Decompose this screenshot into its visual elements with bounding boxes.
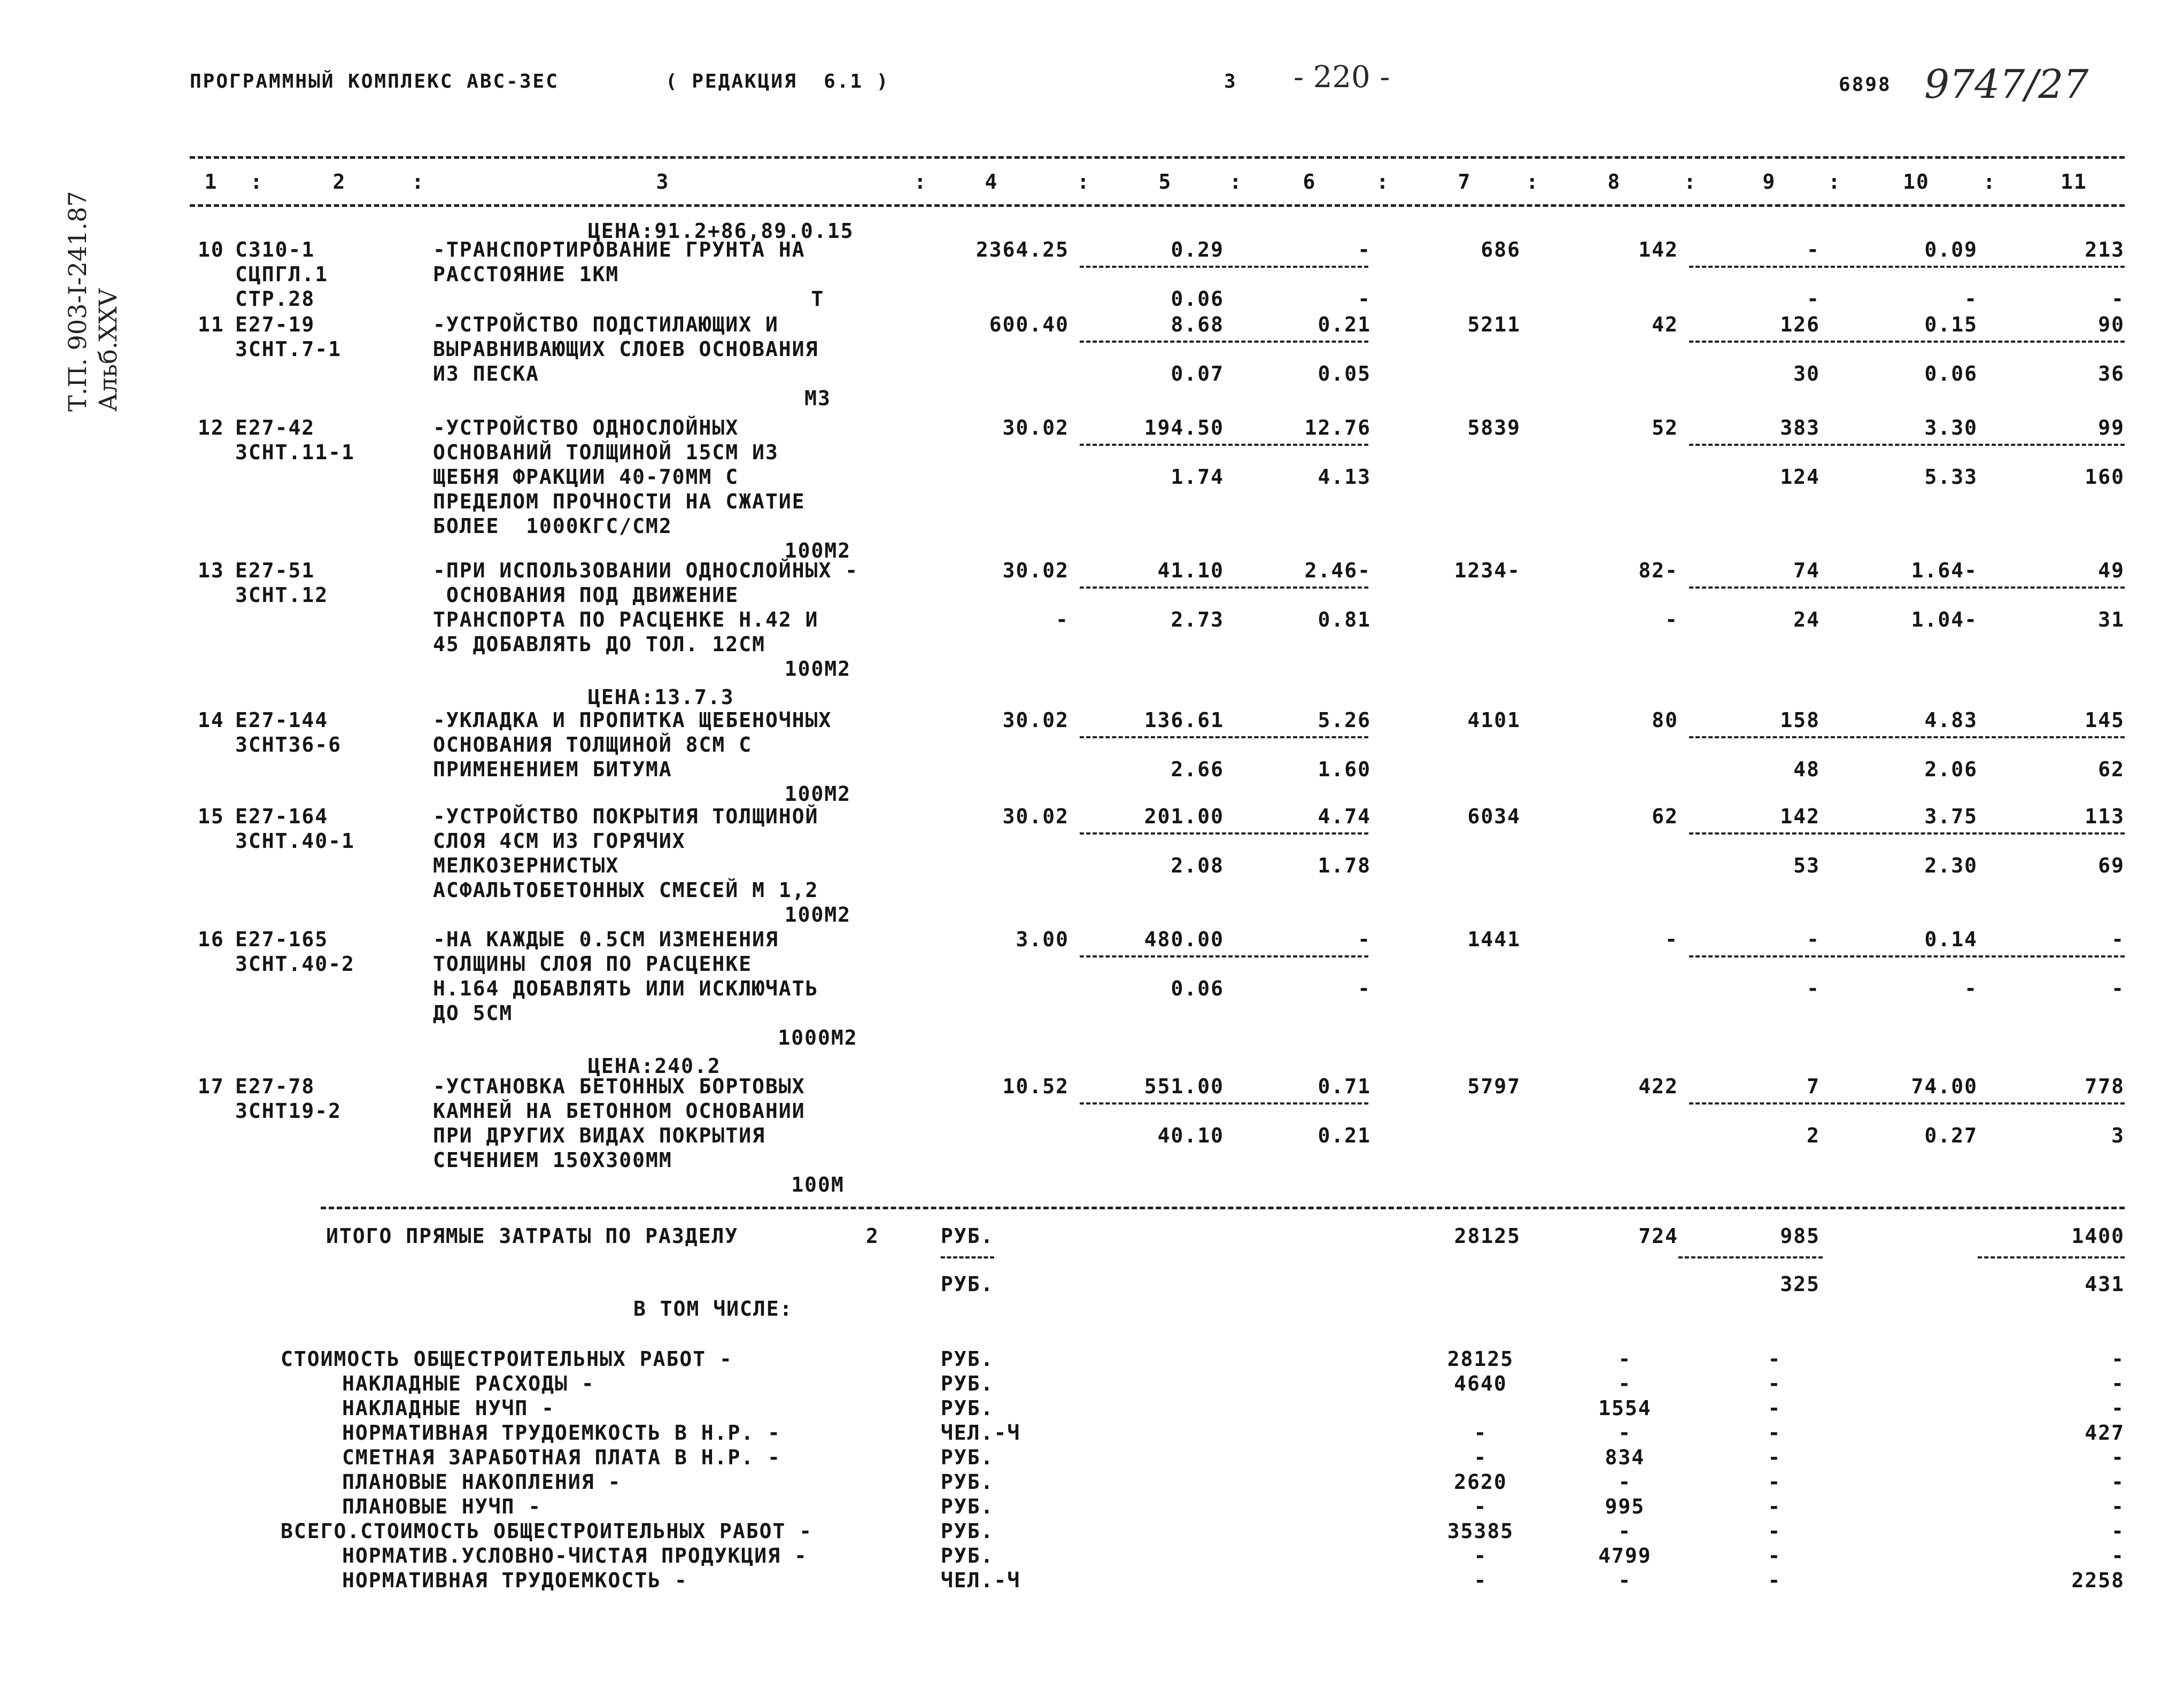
total-wages: 42: [1652, 313, 1678, 336]
summary-label: СМЕТНАЯ ЗАРАБОТНАЯ ПЛАТА В Н.Р. -: [342, 1446, 781, 1469]
cell-divider: [1080, 266, 1368, 268]
col9-top: -: [1807, 928, 1820, 951]
unit-of-measure: 100М2: [784, 539, 851, 562]
unit-cost-total: 194.50: [1144, 416, 1224, 439]
column-separator: :: [1828, 170, 1841, 194]
summary-unit: ЧЕЛ.-Ч: [941, 1421, 1021, 1445]
summary-cost: -: [1474, 1421, 1488, 1445]
row-number: 11: [198, 313, 224, 336]
summary-col9: -: [1768, 1446, 1782, 1469]
totals-col11-top: 1400: [2071, 1224, 2125, 1248]
summary-unit: РУБ.: [941, 1446, 994, 1469]
summary-label: НАКЛАДНЫЕ НУЧП -: [342, 1396, 555, 1420]
summary-col9: -: [1768, 1495, 1782, 1518]
col11-top: 49: [2098, 559, 2125, 582]
quantity: 30.02: [1002, 805, 1069, 828]
total-cost: 5211: [1467, 313, 1521, 336]
cell-divider: [1080, 955, 1368, 957]
rate-code: Е27-78: [235, 1075, 315, 1098]
work-description: ОСНОВАНИЙ ТОЛЩИНОЙ 15СМ ИЗ: [433, 441, 779, 464]
col10-top: 74.00: [1911, 1075, 1978, 1098]
summary-col9: -: [1768, 1569, 1782, 1592]
summary-col9: -: [1768, 1372, 1782, 1395]
col10-bottom: 2.06: [1924, 758, 1978, 781]
summary-col9: -: [1768, 1421, 1782, 1445]
col10-bottom: 0.06: [1924, 362, 1978, 385]
column-header-10: 10: [1903, 170, 1930, 194]
cell-divider: [1689, 586, 2125, 589]
work-description: ПРЕДЕЛОМ ПРОЧНОСТИ НА СЖАТИЕ: [433, 490, 806, 513]
work-description: БОЛЕЕ 1000КГС/СМ2: [433, 514, 672, 538]
work-description: ОСНОВАНИЯ ПОД ДВИЖЕНИЕ: [433, 583, 739, 607]
col9-bottom: 124: [1780, 465, 1820, 489]
summary-wages: -: [1618, 1421, 1632, 1445]
unit-cost-total: 136.61: [1144, 708, 1224, 732]
work-description: ДО 5СМ: [433, 1001, 513, 1025]
cell-divider: [1689, 444, 2125, 446]
column-header-9: 9: [1762, 170, 1776, 194]
cell-divider: [1689, 832, 2125, 835]
row-number: 17: [198, 1075, 224, 1098]
totals-col9-bottom: 325: [1780, 1272, 1820, 1296]
sheet-number: 3: [1224, 71, 1237, 92]
work-description: СЕЧЕНИЕМ 150Х300ММ: [433, 1148, 672, 1172]
row-number: 15: [198, 805, 224, 828]
total-cost: 4101: [1467, 708, 1521, 732]
column-header-4: 4: [985, 170, 998, 194]
total-cost: 1441: [1467, 928, 1521, 951]
rate-code: Е27-19: [235, 313, 315, 336]
totals-unit-divider: [941, 1256, 994, 1258]
unit-cost-machinist-wages: 0.81: [1318, 608, 1371, 631]
column-header-6: 6: [1303, 170, 1316, 194]
col11-bottom: 160: [2085, 465, 2125, 489]
col10-bottom: 0.27: [1924, 1124, 1978, 1147]
unit-of-measure: 100М2: [784, 657, 851, 681]
summary-col11: -: [2111, 1495, 2125, 1518]
rate-code: С310-1: [235, 238, 315, 261]
column-separator: :: [1376, 170, 1390, 194]
unit-of-measure: М3: [804, 387, 831, 410]
summary-col11: -: [2111, 1347, 2125, 1371]
price-note: ЦЕНА:91.2+86,89.0.15: [588, 219, 854, 243]
quantity: 3.00: [1016, 928, 1069, 951]
summary-col9: -: [1768, 1544, 1782, 1567]
summary-col9: -: [1768, 1347, 1782, 1371]
row-number: 14: [198, 708, 224, 732]
cell-divider: [1689, 266, 2125, 268]
unit-cost-wages: 0.07: [1171, 362, 1224, 385]
work-description: ИЗ ПЕСКА: [433, 362, 540, 385]
rate-code: ЗСНТ19-2: [235, 1099, 342, 1123]
unit-cost-total: 8.68: [1171, 313, 1224, 336]
summary-cost: -: [1474, 1495, 1488, 1518]
col11-bottom: 3: [2111, 1124, 2125, 1147]
col9-bottom: 2: [1807, 1124, 1820, 1147]
column-separator: :: [1229, 170, 1243, 194]
unit-cost-machinery: 2.46-: [1304, 559, 1371, 582]
col9-bottom: -: [1807, 287, 1820, 311]
col11-bottom: 62: [2098, 758, 2125, 781]
cell-divider: [1080, 832, 1368, 835]
rate-code: Е27-144: [235, 708, 329, 732]
quantity-secondary: -: [1056, 608, 1069, 631]
unit-cost-machinist-wages: 0.21: [1318, 1124, 1371, 1147]
unit-cost-machinery: 12.76: [1304, 416, 1371, 439]
totals-cost: 28125: [1454, 1224, 1521, 1248]
summary-label: ПЛАНОВЫЕ НАКОПЛЕНИЯ -: [342, 1470, 622, 1494]
summary-col11: 2258: [2071, 1569, 2125, 1592]
rate-code: Е27-165: [235, 928, 329, 951]
col11-bottom: -: [2111, 977, 2125, 1000]
work-description: АСФАЛЬТОБЕТОННЫХ СМЕСЕЙ М 1,2: [433, 878, 819, 902]
unit-of-measure: Т: [811, 287, 825, 311]
column-header-8: 8: [1607, 170, 1621, 194]
summary-label: СТОИМОСТЬ ОБЩЕСТРОИТЕЛЬНЫХ РАБОТ -: [281, 1347, 733, 1371]
column-header-3: 3: [656, 170, 670, 194]
total-wages: -: [1665, 928, 1678, 951]
unit-cost-wages: 2.73: [1171, 608, 1224, 631]
summary-wages: -: [1618, 1347, 1632, 1371]
unit-cost-wages: 0.06: [1171, 977, 1224, 1000]
row-number: 10: [198, 238, 224, 261]
column-separator: :: [1983, 170, 1996, 194]
total-wages: 52: [1652, 416, 1678, 439]
col10-top: 3.75: [1924, 805, 1978, 828]
totals-rule: [321, 1207, 2125, 1209]
col11-top: 113: [2085, 805, 2125, 828]
summary-unit: ЧЕЛ.-Ч: [941, 1569, 1021, 1592]
summary-col11: -: [2111, 1519, 2125, 1543]
col11-top: 778: [2085, 1075, 2125, 1098]
cell-divider: [1080, 1102, 1368, 1105]
col10-top: 3.30: [1924, 416, 1978, 439]
column-header-7: 7: [1458, 170, 1472, 194]
rate-code: ЗСНТ.11-1: [235, 441, 355, 464]
summary-wages: 995: [1605, 1495, 1645, 1518]
col9-top: 74: [1793, 559, 1820, 582]
work-description: -УСТРОЙСТВО ПОДСТИЛАЮЩИХ И: [433, 313, 779, 336]
cell-divider: [1689, 1102, 2125, 1105]
header-rule-top: [190, 156, 2125, 159]
col10-bottom: -: [1964, 287, 1978, 311]
price-note: ЦЕНА:240.2: [588, 1054, 721, 1078]
work-description: -УКЛАДКА И ПРОПИТКА ЩЕБЕНОЧНЫХ: [433, 708, 832, 732]
totals-divider: [1978, 1256, 2125, 1258]
work-description: -УСТАНОВКА БЕТОННЫХ БОРТОВЫХ: [433, 1075, 806, 1098]
unit-cost-wages: 2.66: [1171, 758, 1224, 781]
unit-cost-wages: 40.10: [1157, 1124, 1224, 1147]
quantity: 30.02: [1002, 416, 1069, 439]
unit-of-measure: 1000М2: [778, 1026, 858, 1049]
row-number: 16: [198, 928, 224, 951]
quantity: 10.52: [1002, 1075, 1069, 1098]
col10-top: 0.14: [1924, 928, 1978, 951]
col9-bottom: -: [1807, 977, 1820, 1000]
col10-bottom: 5.33: [1924, 465, 1978, 489]
summary-label: ПЛАНОВЫЕ НУЧП -: [342, 1495, 542, 1518]
unit-cost-wages: 0.06: [1171, 287, 1224, 311]
total-cost: 1234-: [1454, 559, 1521, 582]
summary-unit: РУБ.: [941, 1347, 994, 1371]
edition-label: ( РЕДАКЦИЯ 6.1 ): [665, 71, 890, 92]
col10-top: 4.83: [1924, 708, 1978, 732]
work-description: ПРИМЕНЕНИЕМ БИТУМА: [433, 758, 672, 781]
summary-wages: -: [1618, 1470, 1632, 1494]
unit-cost-machinist-wages: -: [1358, 287, 1371, 311]
quantity: 600.40: [989, 313, 1069, 336]
col11-top: -: [2111, 928, 2125, 951]
work-description: ОСНОВАНИЯ ТОЛЩИНОЙ 8СМ С: [433, 733, 753, 756]
summary-wages: 4799: [1598, 1544, 1652, 1567]
col9-top: -: [1807, 238, 1820, 261]
work-description: -УСТРОЙСТВО ПОКРЫТИЯ ТОЛЩИНОЙ: [433, 805, 819, 828]
column-header-1: 1: [204, 170, 218, 194]
col9-bottom: 48: [1793, 758, 1820, 781]
cell-divider: [1080, 586, 1368, 589]
work-description: МЕЛКОЗЕРНИСТЫХ: [433, 854, 619, 877]
total-cost: 6034: [1467, 805, 1521, 828]
col11-top: 213: [2085, 238, 2125, 261]
summary-col9: -: [1768, 1470, 1782, 1494]
column-separator: :: [1526, 170, 1539, 194]
col11-top: 99: [2098, 416, 2125, 439]
cell-divider: [1689, 736, 2125, 738]
unit-cost-machinery: 0.71: [1318, 1075, 1371, 1098]
unit-cost-machinery: 5.26: [1318, 708, 1371, 732]
summary-unit: РУБ.: [941, 1495, 994, 1518]
totals-unit: РУБ.: [941, 1224, 994, 1248]
rate-code: СЦПГЛ.1: [235, 262, 329, 286]
summary-wages: -: [1618, 1519, 1632, 1543]
summary-col11: -: [2111, 1372, 2125, 1395]
work-description: -НА КАЖДЫЕ 0.5СМ ИЗМЕНЕНИЯ: [433, 928, 779, 951]
total-cost: 5839: [1467, 416, 1521, 439]
work-description: Н.164 ДОБАВЛЯТЬ ИЛИ ИСКЛЮЧАТЬ: [433, 977, 819, 1000]
total-wages-secondary: -: [1665, 608, 1678, 631]
col11-bottom: 31: [2098, 608, 2125, 631]
summary-wages: -: [1618, 1569, 1632, 1592]
col10-bottom: 2.30: [1924, 854, 1978, 877]
column-separator: :: [914, 170, 927, 194]
col9-top: 126: [1780, 313, 1820, 336]
rate-code: ЗСНТ.7-1: [235, 337, 342, 361]
col11-bottom: 69: [2098, 854, 2125, 877]
summary-wages: 834: [1605, 1446, 1645, 1469]
unit-cost-machinist-wages: 1.60: [1318, 758, 1371, 781]
unit-of-measure: 100М2: [784, 782, 851, 806]
work-description: ЩЕБНЯ ФРАКЦИИ 40-70ММ С: [433, 465, 739, 489]
work-description: -ТРАНСПОРТИРОВАНИЕ ГРУНТА НА: [433, 238, 806, 261]
col9-top: 158: [1780, 708, 1820, 732]
unit-cost-total: 551.00: [1144, 1075, 1224, 1098]
col11-bottom: 36: [2098, 362, 2125, 385]
side-label-line1: Т.П. 903-I-241.87: [63, 191, 92, 412]
summary-unit: РУБ.: [941, 1519, 994, 1543]
summary-label: ВСЕГО.СТОИМОСТЬ ОБЩЕСТРОИТЕЛЬНЫХ РАБОТ -: [281, 1519, 813, 1543]
unit-cost-machinery: 4.74: [1318, 805, 1371, 828]
work-description: ТРАНСПОРТА ПО РАСЦЕНКЕ Н.42 И: [433, 608, 819, 631]
quantity: 30.02: [1002, 559, 1069, 582]
totals-divider: [1678, 1256, 1823, 1258]
total-cost: 5797: [1467, 1075, 1521, 1098]
summary-cost: -: [1474, 1569, 1488, 1592]
rate-code: ЗСНТ.40-2: [235, 952, 355, 976]
work-description: ТОЛЩИНЫ СЛОЯ ПО РАСЦЕНКЕ: [433, 952, 753, 976]
unit-of-measure: 100М: [791, 1173, 845, 1196]
total-cost: 686: [1481, 238, 1521, 261]
quantity: 2364.25: [975, 238, 1069, 261]
column-header-11: 11: [2061, 170, 2087, 194]
unit-cost-wages: 2.08: [1171, 854, 1224, 877]
summary-col11: 427: [2085, 1421, 2125, 1445]
summary-label: НОРМАТИВНАЯ ТРУДОЕМКОСТЬ В Н.Р. -: [342, 1421, 781, 1445]
total-wages: 80: [1652, 708, 1678, 732]
column-separator: :: [1077, 170, 1090, 194]
unit-cost-machinist-wages: 4.13: [1318, 465, 1371, 489]
unit-cost-machinery: 0.21: [1318, 313, 1371, 336]
summary-label: НОРМАТИВ.УСЛОВНО-ЧИСТАЯ ПРОДУКЦИЯ -: [342, 1544, 808, 1567]
rate-code: Е27-42: [235, 416, 315, 439]
work-description: ВЫРАВНИВАЮЩИХ СЛОЕВ ОСНОВАНИЯ: [433, 337, 819, 361]
quantity: 30.02: [1002, 708, 1069, 732]
totals-col9-top: 985: [1780, 1224, 1820, 1248]
summary-col9: -: [1768, 1519, 1782, 1543]
total-wages: 62: [1652, 805, 1678, 828]
unit-cost-machinery: -: [1358, 928, 1371, 951]
summary-unit: РУБ.: [941, 1396, 994, 1420]
col11-bottom: -: [2111, 287, 2125, 311]
work-description: ПРИ ДРУГИХ ВИДАХ ПОКРЫТИЯ: [433, 1124, 765, 1147]
col9-top: 142: [1780, 805, 1820, 828]
work-description: -ПРИ ИСПОЛЬЗОВАНИИ ОДНОСЛОЙНЫХ -: [433, 559, 859, 582]
totals-section-number: 2: [866, 1224, 879, 1248]
summary-label: НАКЛАДНЫЕ РАСХОДЫ -: [342, 1372, 595, 1395]
totals-col11-bottom: 431: [2085, 1272, 2125, 1296]
col9-top: 7: [1807, 1075, 1820, 1098]
row-number: 13: [198, 559, 224, 582]
unit-cost-total: 201.00: [1144, 805, 1224, 828]
unit-cost-total: 41.10: [1157, 559, 1224, 582]
rate-code: Е27-164: [235, 805, 329, 828]
unit-cost-machinist-wages: 0.05: [1318, 362, 1371, 385]
col10-top: 0.15: [1924, 313, 1978, 336]
rate-code: Е27-51: [235, 559, 315, 582]
unit-cost-machinery: -: [1358, 238, 1371, 261]
header-rule-bottom: [190, 204, 2125, 207]
document-number: 9747/27: [1924, 61, 2089, 107]
summary-cost: 28125: [1447, 1347, 1514, 1371]
page-number: - 220 -: [1294, 60, 1390, 95]
col9-bottom: 30: [1793, 362, 1820, 385]
cell-divider: [1080, 736, 1368, 738]
total-wages: 142: [1638, 238, 1678, 261]
summary-col11: -: [2111, 1470, 2125, 1494]
unit-cost-machinist-wages: 1.78: [1318, 854, 1371, 877]
col10-bottom: 1.04-: [1911, 608, 1978, 631]
column-header-5: 5: [1158, 170, 1172, 194]
unit-cost-wages: 1.74: [1171, 465, 1224, 489]
rate-code: ЗСНТ36-6: [235, 733, 342, 756]
total-wages: 422: [1638, 1075, 1678, 1098]
col9-top: 383: [1780, 416, 1820, 439]
work-description: РАССТОЯНИЕ 1КМ: [433, 262, 619, 286]
column-separator: :: [250, 170, 264, 194]
summary-wages: 1554: [1598, 1396, 1652, 1420]
col10-top: 1.64-: [1911, 559, 1978, 582]
rate-code: ЗСНТ.12: [235, 583, 329, 607]
col11-top: 145: [2085, 708, 2125, 732]
column-separator: :: [1684, 170, 1697, 194]
summary-cost: 2620: [1454, 1470, 1507, 1494]
summary-wages: -: [1618, 1372, 1632, 1395]
rate-code: ЗСНТ.40-1: [235, 829, 355, 853]
summary-col11: -: [2111, 1396, 2125, 1420]
col11-top: 90: [2098, 313, 2125, 336]
summary-label: НОРМАТИВНАЯ ТРУДОЕМКОСТЬ -: [342, 1569, 688, 1592]
unit-cost-total: 480.00: [1144, 928, 1224, 951]
rate-code: СТР.28: [235, 287, 315, 311]
summary-unit: РУБ.: [941, 1372, 994, 1395]
col9-bottom: 53: [1793, 854, 1820, 877]
totals-unit-secondary: РУБ.: [941, 1272, 994, 1296]
summary-unit: РУБ.: [941, 1470, 994, 1494]
code-prefix: 6898: [1839, 74, 1892, 96]
unit-cost-machinist-wages: -: [1358, 977, 1371, 1000]
unit-cost-total: 0.29: [1171, 238, 1224, 261]
unit-of-measure: 100М2: [784, 903, 851, 926]
program-title: ПРОГРАММНЫЙ КОМПЛЕКС АВС-ЗЕС: [190, 71, 559, 92]
summary-cost: -: [1474, 1544, 1488, 1567]
side-label-line2: Альб.XXV: [94, 288, 122, 412]
col10-top: 0.09: [1924, 238, 1978, 261]
cell-divider: [1689, 341, 2125, 343]
total-wages: 82-: [1638, 559, 1678, 582]
cell-divider: [1080, 341, 1368, 343]
totals-wages: 724: [1638, 1224, 1678, 1248]
summary-col11: -: [2111, 1544, 2125, 1567]
summary-col9: -: [1768, 1396, 1782, 1420]
column-separator: :: [412, 170, 425, 194]
price-note: ЦЕНА:13.7.3: [588, 685, 734, 709]
cell-divider: [1080, 444, 1368, 446]
totals-label: ИТОГО ПРЯМЫЕ ЗАТРАТЫ ПО РАЗДЕЛУ: [326, 1224, 739, 1248]
col10-bottom: -: [1964, 977, 1978, 1000]
column-header-2: 2: [332, 170, 346, 194]
work-description: -УСТРОЙСТВО ОДНОСЛОЙНЫХ: [433, 416, 739, 439]
summary-unit: РУБ.: [941, 1544, 994, 1567]
cell-divider: [1689, 955, 2125, 957]
work-description: КАМНЕЙ НА БЕТОННОМ ОСНОВАНИИ: [433, 1099, 806, 1123]
summary-cost: -: [1474, 1446, 1488, 1469]
work-description: СЛОЯ 4СМ ИЗ ГОРЯЧИХ: [433, 829, 686, 853]
summary-cost: 35385: [1447, 1519, 1514, 1543]
summary-col11: -: [2111, 1446, 2125, 1469]
work-description: 45 ДОБАВЛЯТЬ ДО ТОЛ. 12СМ: [433, 632, 765, 656]
including-label: В ТОМ ЧИСЛЕ:: [633, 1297, 793, 1320]
summary-cost: 4640: [1454, 1372, 1507, 1395]
row-number: 12: [198, 416, 224, 439]
col9-bottom: 24: [1793, 608, 1820, 631]
